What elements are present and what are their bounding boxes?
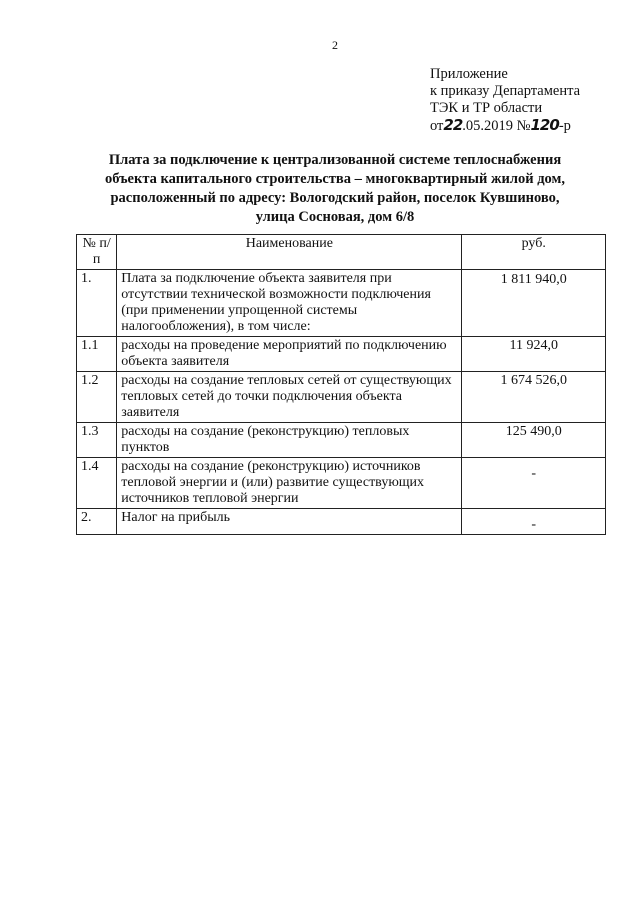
row-rub: 1 811 940,0 (462, 270, 606, 337)
table-row (77, 458, 606, 509)
row-num: 1.1 (77, 337, 117, 372)
row-num: 2. (77, 509, 117, 535)
appendix-line-2: к приказу Департамента (430, 83, 581, 99)
title-line-1: Плата за подключение к централизованной системе теплоснабжения (108, 152, 562, 168)
row-num: 1.3 (77, 423, 117, 458)
table-row (77, 270, 606, 337)
row-rub: 125 490,0 (462, 423, 606, 458)
page-number: 2 (332, 38, 338, 52)
row-rub: 11 924,0 (462, 337, 606, 372)
row-rub: - (462, 509, 606, 535)
row-name: Плата за подключение объекта заявителя при отсутствии технической возможности подключения (при применении упрощенной системы налогообложения), в том числе: (117, 270, 462, 337)
header-name: Наименование (117, 235, 462, 270)
document-title (60, 151, 610, 227)
header-num: № п/п (77, 235, 117, 270)
date-day-handwritten: 22 (443, 116, 463, 134)
row-num: 1. (77, 270, 117, 337)
appendix-date-line (430, 117, 580, 135)
row-name: Налог на прибыль (117, 509, 462, 535)
appendix-line-3: ТЭК и ТР области (430, 100, 543, 116)
row-name: расходы на проведение мероприятий по подключению объекта заявителя (117, 337, 462, 372)
row-name: расходы на создание тепловых сетей от существующих тепловых сетей до точки подключения объекта заявителя (117, 372, 462, 423)
table-row (77, 372, 606, 423)
date-rest: .05.2019 № (462, 118, 531, 134)
table-row (77, 423, 606, 458)
date-prefix: от (430, 118, 444, 134)
header-rub: руб. (462, 235, 606, 270)
row-name: расходы на создание (реконструкцию) источников тепловой энергии и (или) развитие существующих источников тепловой энергии (117, 458, 462, 509)
fee-table (76, 234, 606, 535)
row-rub: 1 674 526,0 (462, 372, 606, 423)
title-line-3: расположенный по адресу: Вологодский район, поселок Кувшиново, (110, 190, 560, 206)
title-line-4: улица Сосновая, дом 6/8 (255, 209, 415, 225)
appendix-line-1: Приложение (430, 66, 508, 82)
order-number-handwritten: 120 (530, 116, 559, 134)
title-line-2: объекта капитального строительства – многоквартирный жилой дом, (104, 171, 566, 187)
table-row (77, 509, 606, 535)
row-num: 1.2 (77, 372, 117, 423)
table-header-row (77, 235, 606, 270)
row-num: 1.4 (77, 458, 117, 509)
row-name: расходы на создание (реконструкцию) тепловых пунктов (117, 423, 462, 458)
order-suffix: -р (558, 118, 571, 134)
table-row (77, 337, 606, 372)
appendix-block (430, 66, 580, 135)
row-rub: - (462, 458, 606, 509)
